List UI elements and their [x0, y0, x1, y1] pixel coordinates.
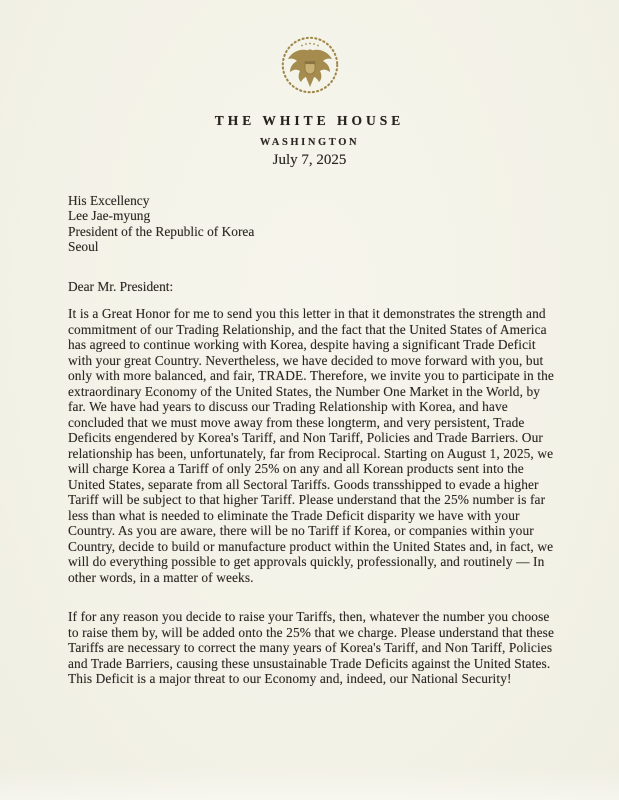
body-paragraph-2 — [68, 609, 554, 687]
body-line: will charge Korea a Tariff of only 25% on any and all Korean products sent into the — [68, 461, 524, 476]
recipient-line: Seoul — [68, 238, 99, 254]
body-line: and Trade Barriers, causing these unsustainable Trade Deficits against the United States. — [68, 655, 551, 671]
presidential-seal-icon — [279, 35, 341, 95]
body-line: If for any reason you decide to raise your Tariffs, then, whatever the number you choose — [68, 609, 550, 624]
body-line: other words, in a matter of weeks. — [68, 569, 254, 585]
body-line: with your great Country. Nevertheless, we have decided to move forward with you, but — [68, 352, 544, 368]
recipient-line: Lee Jae-myung — [68, 208, 151, 224]
body-line: far. We have had years to discuss our Trading Relationship with Korea, and have — [68, 399, 508, 414]
body-line: has agreed to continue working with Korea, despite having a significant Trade Deficit — [68, 337, 536, 352]
recipient-line: His Excellency — [68, 193, 150, 208]
body-line: less than what is needed to eliminate the Trade Deficit disparity we have with your — [68, 507, 520, 523]
recipient-block — [68, 193, 254, 254]
body-line: commitment of our Trading Relationship, and the fact that the United States of America — [68, 321, 547, 337]
body-line: concluded that we must move away from these longterm, and very persistent, Trade — [68, 414, 525, 430]
salutation: Dear Mr. President: — [68, 279, 174, 294]
body-line: It is a Great Honor for me to send you this letter in that it demonstrates the strength and — [68, 306, 546, 321]
letter-date: July 7, 2025 — [272, 152, 347, 168]
letterhead-org: THE WHITE HOUSE — [214, 113, 405, 128]
body-line: to raise them by, will be added onto the 25% that we charge. Please understand that these — [68, 624, 554, 640]
body-line: Tariffs are necessary to correct the many years of Korea's Tariff, and Non Tariff, Policies — [68, 640, 553, 655]
body-line: This Deficit is a major threat to our Economy and, indeed, our National Security! — [68, 671, 512, 686]
recipient-line: President of the Republic of Korea — [68, 223, 255, 239]
body-line: will do everything possible to get approvals quickly, professionally, and routinely — In — [68, 554, 545, 569]
letterhead — [0, 0, 619, 148]
body-line: United States, separate from all Sectoral Tariffs. Goods transshipped to evade a higher — [68, 476, 539, 492]
letterhead-city: WASHINGTON — [259, 137, 360, 148]
body-line: Country. As you are aware, there will be no Tariff if Korea, or companies within your — [68, 523, 534, 538]
body-line: Country, decide to build or manufacture product within the United States and, in fact, we — [68, 538, 554, 554]
body-paragraph-1 — [68, 306, 554, 585]
body-line: Deficits engendered by Korea's Tariff, and Non Tariff, Policies and Trade Barriers. Our — [68, 430, 543, 445]
body-line: only with more balanced, and fair, TRADE. Therefore, we invite you to participate in the — [68, 368, 554, 383]
body-line: Tariff will be subject to that higher Tariff. Please understand that the 25% number is far — [68, 492, 546, 507]
body-line: relationship has been, unfortunately, far from Reciprocal. Starting on August 1, 2025, we — [68, 445, 554, 461]
body-line: extraordinary Economy of the United States, the Number One Market in the World, by — [68, 383, 541, 399]
